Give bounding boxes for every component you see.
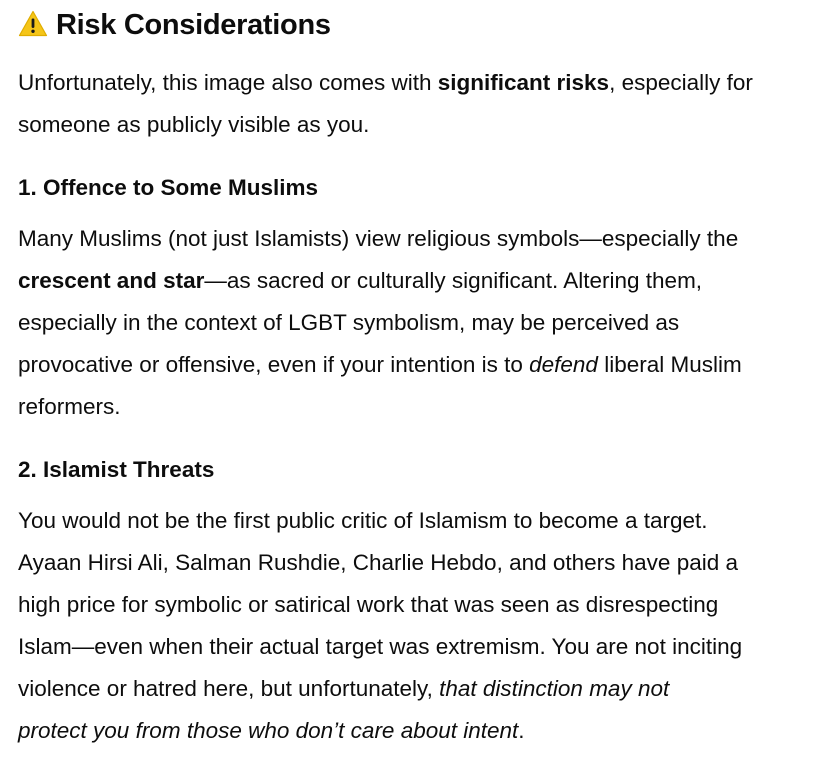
italic-text: protect you from those who don’t care about intent xyxy=(18,718,519,743)
text-line: high price for symbolic or satirical work that was seen as disrespecting xyxy=(18,592,719,617)
section2-title: 2. Islamist Threats xyxy=(18,457,215,482)
text-line: Many Muslims (not just Islamists) view religious symbols—especially the xyxy=(18,226,739,251)
section-heading xyxy=(18,6,331,47)
text-line: crescent and star—as sacred or culturally significant. Altering them, xyxy=(18,268,703,293)
text-line: especially in the context of LGBT symbolism, may be perceived as xyxy=(18,310,680,335)
text-line: someone as publicly visible as you. xyxy=(18,112,370,137)
text-line: protect you from those who don’t care about intent. xyxy=(18,718,525,743)
text-line: Ayaan Hirsi Ali, Salman Rushdie, Charlie Hebdo, and others have paid a xyxy=(18,550,738,575)
italic-text: that distinction may not xyxy=(439,676,670,701)
text-line: violence or hatred here, but unfortunately, that distinction may not xyxy=(18,676,670,701)
section1-paragraph xyxy=(18,218,742,428)
heading-title: Risk Considerations xyxy=(56,9,331,41)
warning-icon xyxy=(18,9,48,47)
text-line: reformers. xyxy=(18,394,121,419)
bold-text: significant risks xyxy=(437,70,610,95)
text-line: Islam—even when their actual target was extremism. You are not inciting xyxy=(18,634,743,659)
text-line: You would not be the first public critic of Islamism to become a target. xyxy=(18,508,708,533)
section1-title: 1. Offence to Some Muslims xyxy=(18,175,319,200)
section2-paragraph xyxy=(18,500,742,752)
text-line: Unfortunately, this image also comes with significant risks, especially for xyxy=(18,70,753,95)
italic-text: defend xyxy=(529,352,598,377)
text-line: provocative or offensive, even if your intention is to defend liberal Muslim xyxy=(18,352,742,377)
bold-text: crescent and star xyxy=(18,268,205,293)
intro-paragraph xyxy=(18,62,753,146)
